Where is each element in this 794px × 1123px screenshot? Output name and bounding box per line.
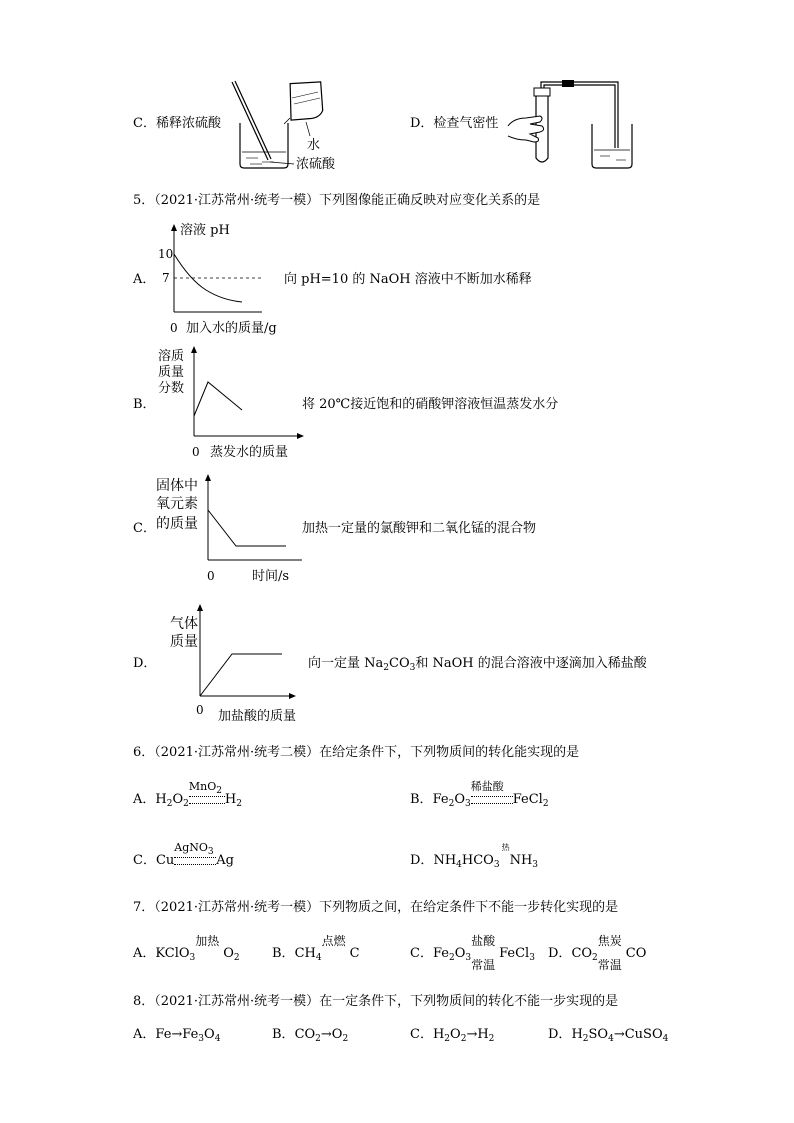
q5-d-line: [200, 654, 282, 696]
q5-d-ylabel1: 气体: [170, 616, 198, 632]
q5-b-letter: B．: [133, 397, 156, 412]
q5-b-graph: [150, 344, 310, 464]
q5-d-desc: 向一定量 $Na_2CO_3$和 NaOH 的混合溶液中逐滴加入稀盐酸: [308, 656, 647, 673]
q5-c-origin: 0: [207, 569, 215, 583]
q5-a-xlabel: 加入水的质量/g: [186, 321, 277, 336]
q7-c-arrow: 盐酸 常温: [471, 934, 496, 972]
q6-option-a: A．$H_2O_2$ MnO$_2$ $H_2$: [133, 780, 242, 809]
airtightness-illustration: [506, 78, 634, 170]
q5-c-desc: 加热一定量的氯酸钾和二氧化锰的混合物: [302, 521, 537, 536]
q5-d-ylabel2: 质量: [170, 634, 198, 650]
q5-b-ylabel1: 溶质: [158, 349, 185, 364]
q5-b-ylabel3: 分数: [158, 381, 185, 396]
q8-option-d: D．$H_2SO_4\to CuSO_4$: [548, 1027, 669, 1044]
q5-a-desc: 向 pH=10 的 NaOH 溶液中不断加水稀释: [284, 272, 532, 287]
q8-option-a: A．$Fe\to Fe_3O_4$: [133, 1027, 221, 1044]
q5-d-xlabel: 加盐酸的质量: [218, 709, 297, 724]
q8-option-b: B．$CO_2\to O_2$: [272, 1027, 349, 1044]
q5-a-origin: 0: [170, 321, 178, 335]
acid-label: 浓硫酸: [296, 157, 336, 172]
q7-b-arrow: 点燃: [321, 934, 346, 948]
q4-option-c-label: C．稀释浓硫酸: [133, 116, 221, 131]
q5-c-ylabel2: 氧元素: [156, 496, 198, 512]
q5-c-xlabel: 时间/s: [252, 569, 290, 584]
q5-d-graph: [160, 602, 310, 724]
q5-a-tick10: 10: [158, 247, 174, 261]
q7-option-b: B．$CH_4$ 点燃 C: [272, 934, 360, 963]
q5-b-origin: 0: [192, 445, 200, 459]
q5-a-curve: [174, 254, 242, 302]
q6-c-arrow: AgNO$_3$: [174, 853, 216, 869]
q8-stem: 8．（2021·江苏常州·统考一模）在一定条件下，下列物质间的转化不能一步实现的是: [133, 994, 619, 1009]
q7-a-arrow: 加热: [195, 934, 220, 948]
q6-b-arrow: 稀盐酸: [471, 792, 513, 808]
q6-stem: 6．（2021·江苏常州·统考二模）在给定条件下，下列物质间的转化能实现的是: [133, 745, 580, 760]
q7-d-arrow: 焦炭 常温: [597, 934, 622, 972]
q5-c-graph: [152, 472, 312, 588]
q5-a-letter: A．: [133, 272, 156, 287]
q7-option-a: A．KClO$_3$ 加热 $O_2$: [133, 934, 240, 963]
q5-stem: 5．（2021·江苏常州·统考一模）下列图像能正确反映对应变化关系的是: [133, 193, 541, 208]
q5-b-line: [194, 382, 242, 416]
q4-option-d-label: D．检查气密性: [410, 116, 499, 131]
q5-c-ylabel1: 固体中: [156, 478, 198, 494]
q7-stem: 7．（2021·江苏常州·统考一模）下列物质之间，在给定条件下不能一步转化实现的是: [133, 900, 619, 915]
q5-a-ylabel: 溶液 pH: [180, 223, 230, 238]
q7-option-c: C．$Fe_2O_3$ 盐酸 常温 FeCl$_3$: [410, 934, 535, 972]
q5-a-graph: [150, 220, 290, 340]
q6-option-c: C．Cu AgNO$_3$ Ag: [133, 841, 234, 868]
q5-b-xlabel: 蒸发水的质量: [210, 445, 289, 460]
q7-option-d: D．$CO_2$ 焦炭 常温 CO: [548, 934, 647, 972]
q6-a-arrow: MnO$_2$: [189, 792, 225, 808]
q5-c-line: [208, 510, 286, 546]
q8-option-c: C．$H_2O_2\to H_2$: [410, 1027, 495, 1044]
q5-b-ylabel2: 质量: [158, 365, 185, 380]
q6-d-arrow: 热: [501, 843, 510, 852]
q5-d-letter: D．: [133, 656, 157, 671]
q5-c-ylabel3: 的质量: [156, 516, 198, 532]
q5-a-tick7: 7: [162, 271, 170, 285]
q6-option-b: B．$Fe_2O_3$ 稀盐酸 FeCl$_2$: [410, 780, 549, 809]
q6-option-d: D．$NH_4HCO_3$ 热 $NH_3$: [410, 843, 539, 870]
water-label: 水: [307, 138, 321, 153]
q5-d-origin: 0: [196, 703, 204, 717]
q5-b-desc: 将 20℃接近饱和的硝酸钾溶液恒温蒸发水分: [302, 397, 559, 412]
q5-c-letter: C．: [133, 521, 156, 536]
